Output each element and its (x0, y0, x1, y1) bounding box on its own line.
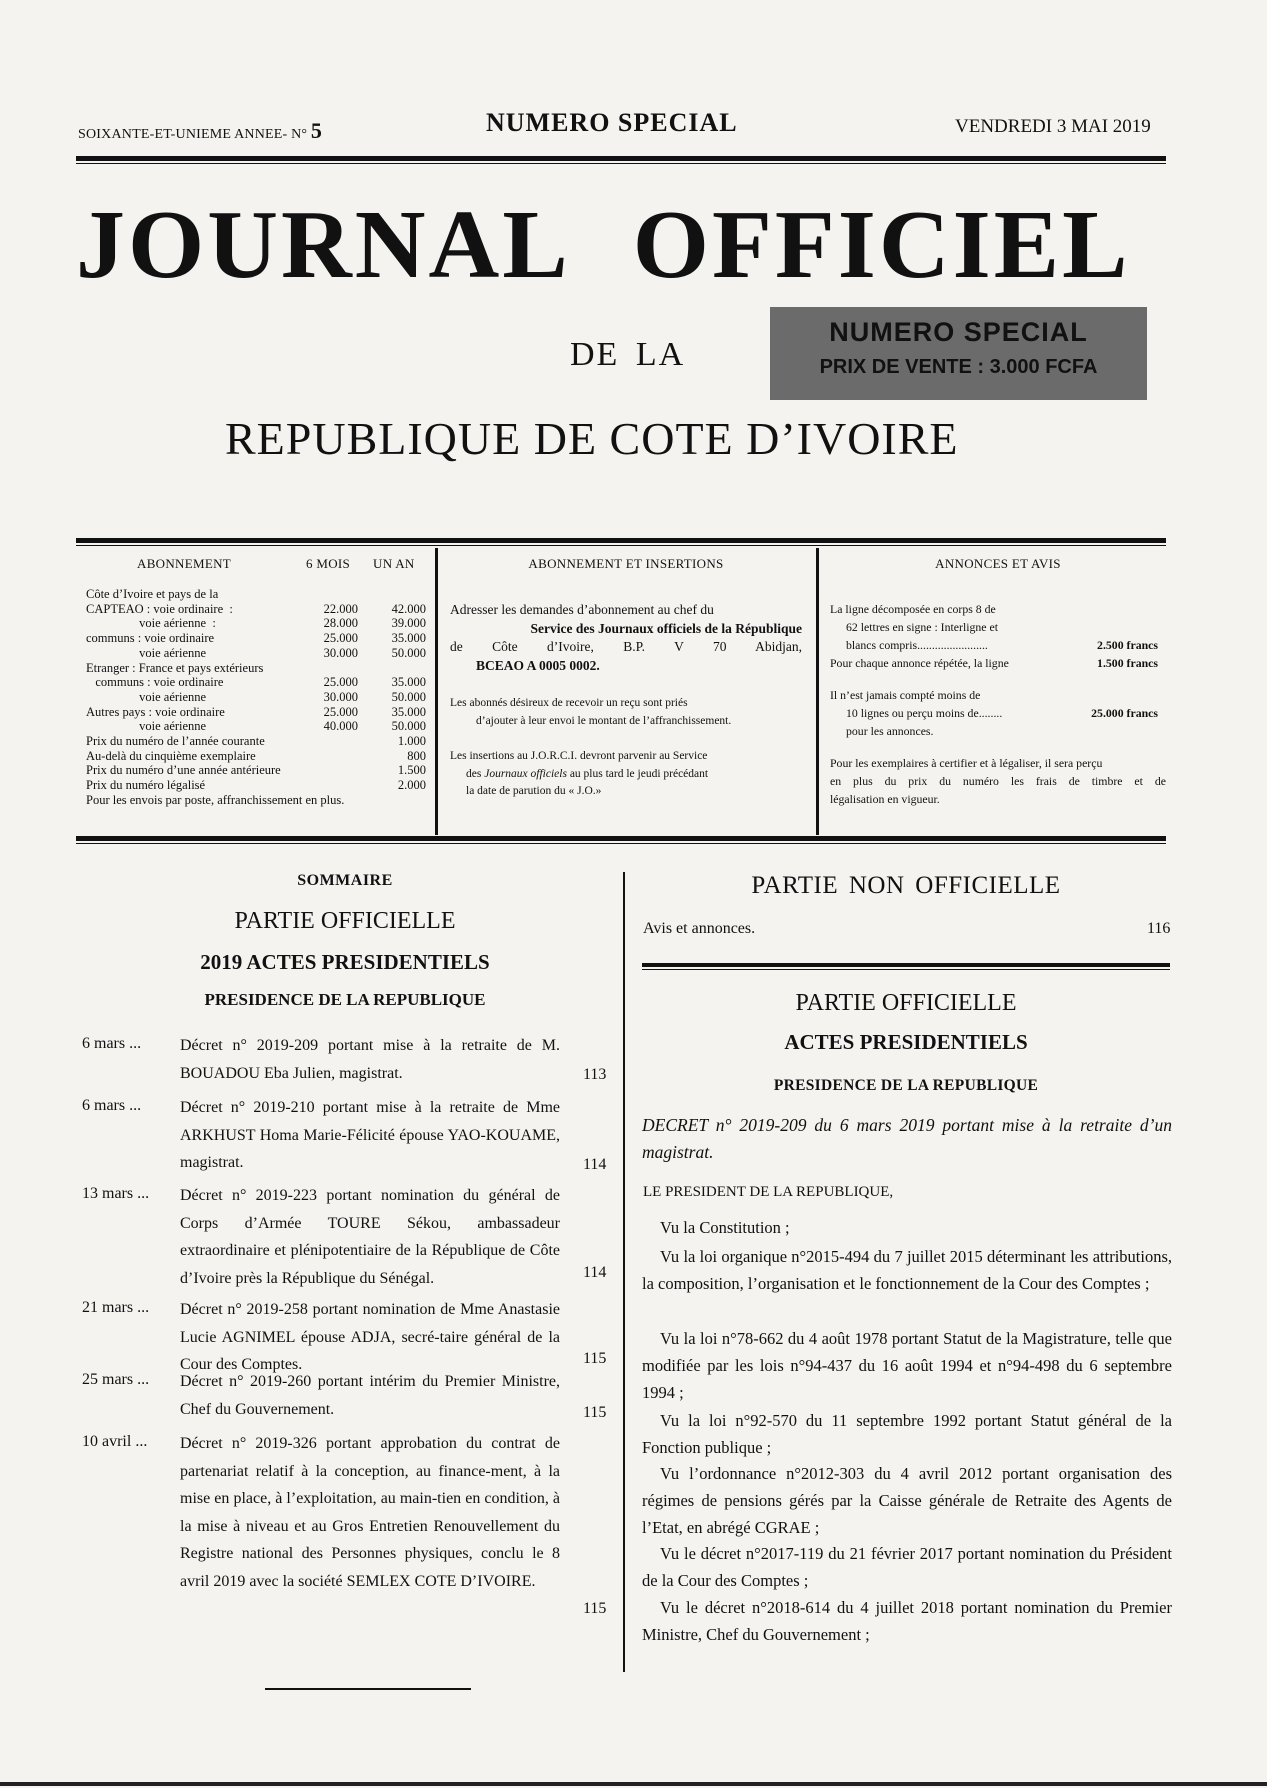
abonnement-row-unan: 800 (407, 748, 426, 763)
journal-title: JOURNAL OFFICIEL (76, 191, 1131, 299)
abonnement-row-6mois: 30.000 (323, 645, 358, 660)
abonnement-row-unan: 1.000 (397, 734, 426, 748)
annonces-l4: Pour chaque annonce répétée, la ligne (830, 656, 1009, 670)
abonnement-row-unan: 50.000 (391, 645, 426, 660)
sommaire-item-date: 25 mars ... (82, 1371, 150, 1388)
abonnement-row-label: CAPTEAO : voie ordinaire : (86, 601, 233, 616)
divider (76, 836, 1166, 841)
issue-date: VENDREDI 3 MAI 2019 (955, 116, 1151, 137)
annonces-l1: La ligne décomposée en corps 8 de (830, 602, 996, 616)
abonnement-row-label: voie aérienne (86, 645, 207, 660)
sommaire-actes: 2019 ACTES PRESIDENTIELS (200, 950, 490, 974)
divider (76, 538, 1166, 543)
annonces-l5: Il n’est jamais compté moins de (830, 688, 981, 702)
divider (76, 163, 1166, 164)
sommaire-presidence: PRESIDENCE DE LA REPUBLIQUE (204, 990, 486, 1009)
sommaire-item-text: Décret n° 2019-260 portant intérim du Premier Ministre, Chef du Gouvernement. (180, 1373, 560, 1418)
column-divider (816, 548, 819, 835)
insertions-p1a: Adresser les demandes d’abonnement au chef du (450, 602, 714, 617)
right-actes: ACTES PRESIDENTIELS (784, 1030, 1028, 1054)
abonnement-row-6mois: 40.000 (323, 719, 358, 734)
avis-page: 116 (1147, 920, 1171, 937)
sommaire-item-page: 113 (583, 1066, 607, 1083)
abonnement-row-unan: 42.000 (391, 601, 426, 616)
abonnement-row-unan: 2.000 (397, 778, 426, 793)
divider (76, 156, 1166, 161)
abonnement-row-label: communs : voie ordinaire (86, 675, 224, 690)
sommaire-item-page: 115 (583, 1404, 607, 1421)
insertions-p3b2: Journaux officiels (484, 767, 567, 780)
annonces-l7: pour les annonces. (846, 724, 934, 738)
divider (76, 545, 1166, 546)
special-box-title: NUMERO SPECIAL (829, 317, 1088, 347)
insertions-p3b1: des (466, 767, 482, 780)
insertions-p2a: Les abonnés désireux de recevoir un reçu sont priés (450, 697, 688, 709)
abonnement-row-label: Prix du numéro de l’année courante (86, 734, 265, 748)
abonnement-row-label: Prix du numéro légalisé (86, 778, 206, 793)
abonnement-row-label: Prix du numéro d’une année antérieure (86, 763, 281, 778)
le-president: LE PRESIDENT DE LA REPUBLIQUE, (643, 1184, 894, 1200)
abonnement-row-unan: 35.000 (391, 704, 426, 719)
divider (265, 1688, 471, 1690)
edition-info (78, 118, 322, 144)
abonnement-row-label: Côte d’Ivoire et pays de la (86, 587, 219, 601)
abonnement-row-label: voie aérienne : (86, 616, 216, 631)
visa-paragraph: Vu le décret n°2017-119 du 21 février 2017 portant nomination du Président de la Cour des Comptes ; (642, 1544, 1172, 1590)
right-partie-officielle: PARTIE OFFICIELLE (795, 990, 1017, 1016)
abonnement-row-label: Autres pays : voie ordinaire (86, 704, 225, 719)
abonnement-row-unan: 39.000 (391, 616, 426, 631)
sommaire-item-text: Décret n° 2019-209 portant mise à la retraite de M. BOUADOU Eba Julien, magistrat. (180, 1037, 560, 1082)
sommaire-item-date: 6 mars ... (82, 1035, 142, 1052)
abonnement-col1: 6 MOIS (306, 556, 351, 571)
sommaire-item-date: 6 mars ... (82, 1097, 142, 1114)
special-box-price: PRIX DE VENTE : 3.000 FCFA (819, 356, 1098, 378)
sommaire-item-text: Décret n° 2019-223 portant nomination du général de Corps d’Armée TOURE Sékou, ambassadeur extraordinaire et plénipotentiaire de la République de Côte d’Ivoire près la République du Sénégal. (180, 1187, 560, 1287)
annonces-l2: 62 lettres en signe : Interligne et (846, 620, 999, 634)
abonnement-row-label: voie aérienne (86, 689, 207, 704)
sommaire-partie: PARTIE OFFICIELLE (234, 908, 456, 934)
partie-non-officielle: PARTIE NON OFFICIELLE (751, 872, 1061, 899)
insertions-p3b3: au plus tard le jeudi précédant (569, 767, 709, 780)
insertions-block (450, 556, 802, 801)
annonces-l4-price: 1.500 francs (1097, 656, 1158, 670)
annonces-l3-price: 2.500 francs (1097, 638, 1158, 652)
sommaire-item-date: 21 mars ... (82, 1299, 150, 1316)
divider (76, 843, 1166, 844)
annonces-l6: 10 lignes ou perçu moins de........ (846, 706, 1003, 720)
sommaire-item-date: 13 mars ... (82, 1185, 150, 1202)
abonnement-row-6mois: 22.000 (323, 601, 358, 616)
edition-number: 5 (310, 118, 323, 143)
abonnement-row-label: Au-delà du cinquième exemplaire (86, 748, 256, 763)
insertions-p2b: d’ajouter à leur envoi le montant de l’affranchissement. (476, 714, 732, 727)
abonnement-col2: UN AN (373, 556, 415, 571)
abonnement-row-6mois: 25.000 (323, 675, 358, 690)
abonnement-row-unan: 50.000 (391, 689, 426, 704)
sommaire-item-text: Décret n° 2019-258 portant nomination de Mme Anastasie Lucie AGNIMEL épouse ADJA, secré-taire général de la Cour des Comptes. (180, 1301, 560, 1373)
abonnement-row-6mois: 30.000 (323, 689, 358, 704)
visa-paragraph: Vu la loi n°92-570 du 11 septembre 1992 portant Statut général de la Fonction publique ; (642, 1411, 1172, 1457)
abonnement-row-label: Pour les envois par poste, affranchissement en plus. (86, 792, 345, 807)
annonces-block: ANNONCES ET AVIS La ligne décomposée en corps 8 de 62 lettres en signe : Interligne et blancs compris........................ 2.500 francs Pour chaque annonce répétée, la ligne 1.500 francs Il n’est jamais compté moins de 10 lignes ou perçu moins de........ 25.000 francs pour les annonces. Pour les exemplaires à certifier et à légaliser, il sera perçu en plus du prix du numéro les frais de timbre et de légalisation en vigueur. (830, 556, 1166, 806)
sommaire-item-page: 114 (583, 1264, 607, 1281)
abonnement-row-unan: 35.000 (391, 675, 426, 690)
sommaire-item-page: 115 (583, 1350, 607, 1367)
de-la: DE LA (570, 336, 686, 373)
insertions-p1d: BCEAO A 0005 0002. (476, 657, 600, 673)
annonces-l6-price: 25.000 francs (1091, 706, 1158, 720)
annonces-l9: en plus du prix du numéro les frais de timbre et de (830, 774, 1166, 788)
insertions-p3c: la date de parution du « J.O.» (466, 785, 602, 797)
sommaire-item-page: 115 (583, 1600, 607, 1617)
decret-title: DECRET n° 2019-209 du 6 mars 2019 portant mise à la retraite d’un magistrat. (642, 1115, 1172, 1162)
sommaire-item-page: 114 (583, 1156, 607, 1173)
abonnement-row-6mois: 25.000 (323, 704, 358, 719)
right-presidence: PRESIDENCE DE LA REPUBLIQUE (773, 1077, 1039, 1094)
special-heading: NUMERO SPECIAL (486, 108, 738, 137)
special-price-box (770, 307, 1147, 400)
abonnement-row-label: Etranger : France et pays extérieurs (86, 660, 264, 675)
insertions-p1c: de Côte d’Ivoire, B.P. V 70 Abidjan, (450, 639, 802, 654)
abonnement-row-6mois: 28.000 (323, 616, 358, 631)
divider (642, 969, 1170, 970)
annonces-l8: Pour les exemplaires à certifier et à légaliser, il sera perçu (830, 756, 1103, 770)
insertions-p1b: Service des Journaux officiels de la République (530, 620, 802, 636)
divider (0, 1782, 1267, 1786)
visa-paragraph: Vu le décret n°2018-614 du 4 juillet 2018 portant nomination du Premier Ministre, Chef du Gouvernement ; (642, 1598, 1172, 1644)
abonnement-heading: ABONNEMENT (137, 556, 231, 571)
edition-label: SOIXANTE-ET-UNIEME ANNEE- N° (78, 127, 308, 142)
abonnement-row-unan: 50.000 (391, 719, 426, 734)
sommaire-item-text: Décret n° 2019-326 portant approbation du contrat de partenariat relatif à la conception, au finance-ment, à la mise en place, à l’exploitation, au main-tien en condition, à la mise à niveau et au Gros Entretien Renouvellement du Registre national des Personnes physiques, conclu le 8 avril 2019 avec la société SEMLEX COTE D’IVOIRE. (180, 1435, 560, 1590)
column-divider (623, 872, 625, 1672)
republique-title: REPUBLIQUE DE COTE D’IVOIRE (225, 413, 959, 464)
abonnement-row-unan: 1.500 (397, 763, 426, 778)
insertions-heading: ABONNEMENT ET INSERTIONS (528, 556, 724, 571)
annonces-l10: légalisation en vigueur. (830, 792, 940, 806)
column-divider (435, 548, 438, 835)
avis-annonces: Avis et annonces. (643, 920, 756, 937)
abonnement-row-unan: 35.000 (391, 631, 426, 646)
abonnement-row-6mois: 25.000 (323, 631, 358, 646)
annonces-l3: blancs compris (846, 638, 918, 652)
visa-paragraph: Vu la loi organique n°2015-494 du 7 juillet 2015 déterminant les attributions, la composition, l’organisation et le fonctionnement de la Cour des Comptes ; (642, 1247, 1172, 1293)
insertions-p3a: Les insertions au J.O.R.C.I. devront parvenir au Service (450, 750, 708, 762)
abonnement-row-label: communs : voie ordinaire (86, 631, 215, 646)
visa-paragraph: Vu la Constitution ; (660, 1218, 790, 1237)
visa-paragraph: Vu l’ordonnance n°2012-303 du 4 avril 2012 portant organisation des régimes de pensions gérés par la Caisse générale de Retraite des Agents de l’Etat, en abrégé CGRAE ; (642, 1464, 1172, 1537)
sommaire-item-date: 10 avril ... (82, 1433, 148, 1450)
annonces-heading: ANNONCES ET AVIS (935, 556, 1061, 571)
visa-paragraph: Vu la loi n°78-662 du 4 août 1978 portant Statut de la Magistrature, telle que modifiée par les lois n°94-437 du 16 août 1994 et n°94-498 du 6 septembre 1994 ; (642, 1329, 1172, 1402)
divider (642, 963, 1170, 967)
abonnement-row-label: voie aérienne (86, 719, 207, 734)
sommaire-item-text: Décret n° 2019-210 portant mise à la retraite de Mme ARKHUST Homa Marie-Félicité épouse YAO-KOUAME, magistrat. (180, 1099, 560, 1171)
sommaire-heading: SOMMAIRE (297, 872, 393, 889)
